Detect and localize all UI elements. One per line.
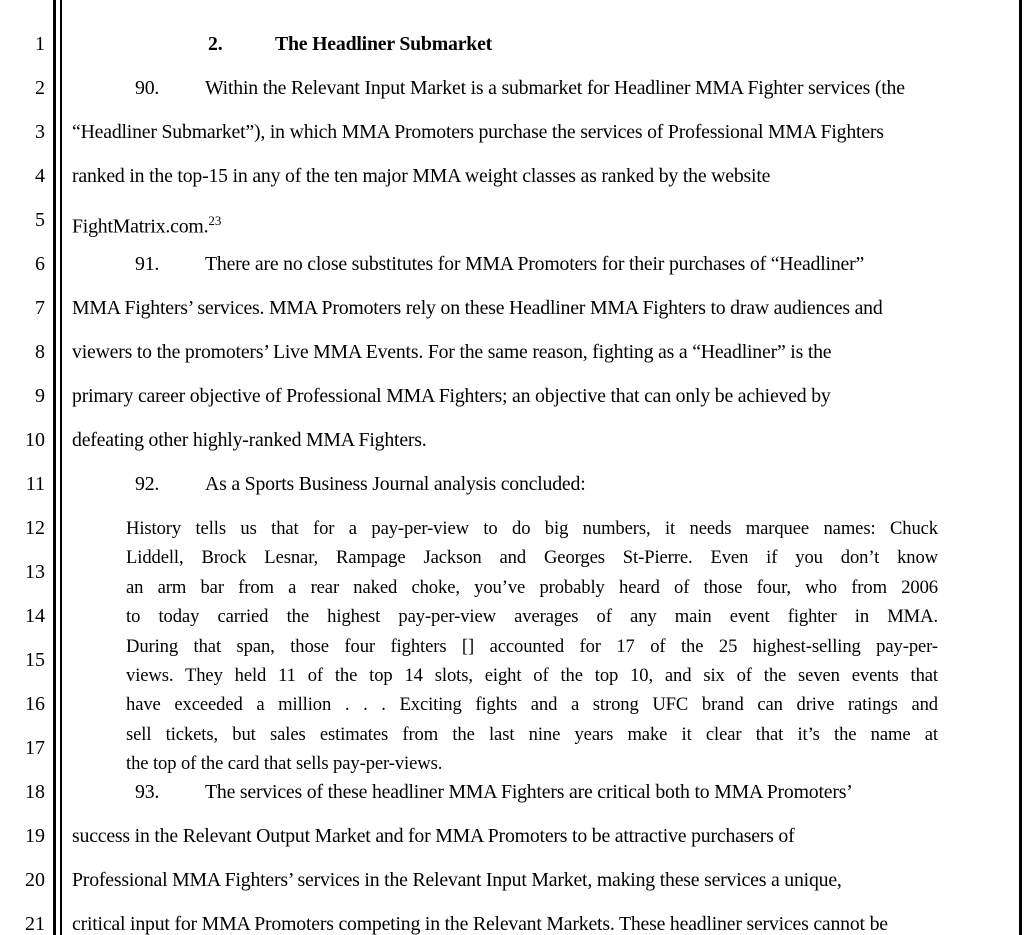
quote-line-3: an arm bar from a rear naked choke, you’ve probably heard of those four, who from 2006 <box>126 577 938 598</box>
paragraph-93-line-1 <box>72 781 1012 804</box>
paragraph-93-line-4: critical input for MMA Promoters competing in the Relevant Markets. These headliner services cannot be <box>72 913 888 935</box>
section-heading-title: The Headliner Submarket <box>275 33 493 55</box>
line-number-10: 10 <box>25 429 45 451</box>
quote-line-8: sell tickets, but sales estimates from the last nine years make it clear that it’s the name at <box>126 724 938 745</box>
paragraph-90-line-2: “Headliner Submarket”), in which MMA Promoters purchase the services of Professional MMA Fighters <box>72 121 884 143</box>
left-double-rule-outer <box>53 0 56 935</box>
paragraph-93-line-2: success in the Relevant Output Market and for MMA Promoters to be attractive purchasers of <box>72 825 795 847</box>
section-heading <box>72 33 1012 56</box>
right-margin-rule <box>1019 0 1022 935</box>
line-number-9: 9 <box>35 385 45 407</box>
line-number-14: 14 <box>25 605 45 627</box>
paragraph-92-line-1 <box>72 473 1012 496</box>
paragraph-91-line-3: viewers to the promoters’ Live MMA Events. For the same reason, fighting as a “Headliner” is the <box>72 341 832 363</box>
quote-line-6: views. They held 11 of the top 14 slots, eight of the top 10, and six of the seven events that <box>126 665 938 686</box>
paragraph-91-line-2: MMA Fighters’ services. MMA Promoters rely on these Headliner MMA Fighters to draw audiences and <box>72 297 883 319</box>
line-number-18: 18 <box>25 781 45 803</box>
paragraph-92-number: 92. <box>135 473 160 495</box>
paragraph-91-line-4: primary career objective of Professional MMA Fighters; an objective that can only be achieved by <box>72 385 831 407</box>
quote-line-2: Liddell, Brock Lesnar, Rampage Jackson and Georges St-Pierre. Even if you don’t know <box>126 547 938 568</box>
line-number-2: 2 <box>35 77 45 99</box>
quote-line-9: the top of the card that sells pay-per-views. <box>126 753 443 774</box>
paragraph-90-line-1 <box>72 77 1012 100</box>
line-number-12: 12 <box>25 517 45 539</box>
left-double-rule-inner <box>60 0 63 935</box>
paragraph-91-line-1 <box>72 253 1012 276</box>
paragraph-90-text: Within the Relevant Input Market is a submarket for Headliner MMA Fighter services (the <box>205 77 905 99</box>
paragraph-90-text-end: FightMatrix.com. <box>72 215 209 238</box>
line-number-1: 1 <box>35 33 45 55</box>
paragraph-90-number: 90. <box>135 77 160 99</box>
quote-line-1: History tells us that for a pay-per-view to do big numbers, it needs marquee names: Chuck <box>126 518 938 539</box>
line-number-5: 5 <box>35 209 45 231</box>
line-number-8: 8 <box>35 341 45 363</box>
line-number-6: 6 <box>35 253 45 275</box>
line-number-11: 11 <box>25 473 45 495</box>
line-number-15: 15 <box>25 649 45 671</box>
footnote-reference-23: 23 <box>208 213 222 228</box>
paragraph-93-number: 93. <box>135 781 160 803</box>
line-number-13: 13 <box>25 561 45 583</box>
paragraph-90-line-4 <box>72 209 1012 239</box>
line-number-3: 3 <box>35 121 45 143</box>
section-heading-number: 2. <box>208 33 223 55</box>
paragraph-90-line-3: ranked in the top-15 in any of the ten major MMA weight classes as ranked by the website <box>72 165 771 187</box>
line-number-21: 21 <box>25 913 45 935</box>
line-number-20: 20 <box>25 869 45 891</box>
quote-line-7: have exceeded a million . . . Exciting fights and a strong UFC brand can drive ratings and <box>126 694 938 715</box>
line-number-4: 4 <box>35 165 45 187</box>
paragraph-93-text: The services of these headliner MMA Fighters are critical both to MMA Promoters’ <box>205 781 853 803</box>
paragraph-91-line-5: defeating other highly-ranked MMA Fighters. <box>72 429 427 451</box>
quote-line-4: to today carried the highest pay-per-view averages of any main event fighter in MMA. <box>126 606 938 627</box>
paragraph-92-text: As a Sports Business Journal analysis concluded: <box>205 473 586 495</box>
paragraph-91-number: 91. <box>135 253 160 275</box>
quote-line-5: During that span, those four fighters [] accounted for 17 of the 25 highest-selling pay-per- <box>126 636 938 657</box>
line-number-19: 19 <box>25 825 45 847</box>
line-number-16: 16 <box>25 693 45 715</box>
paragraph-91-text: There are no close substitutes for MMA Promoters for their purchases of “Headliner” <box>205 253 865 275</box>
line-number-7: 7 <box>35 297 45 319</box>
paragraph-93-line-3: Professional MMA Fighters’ services in the Relevant Input Market, making these services a unique, <box>72 869 842 891</box>
line-number-17: 17 <box>25 737 45 759</box>
